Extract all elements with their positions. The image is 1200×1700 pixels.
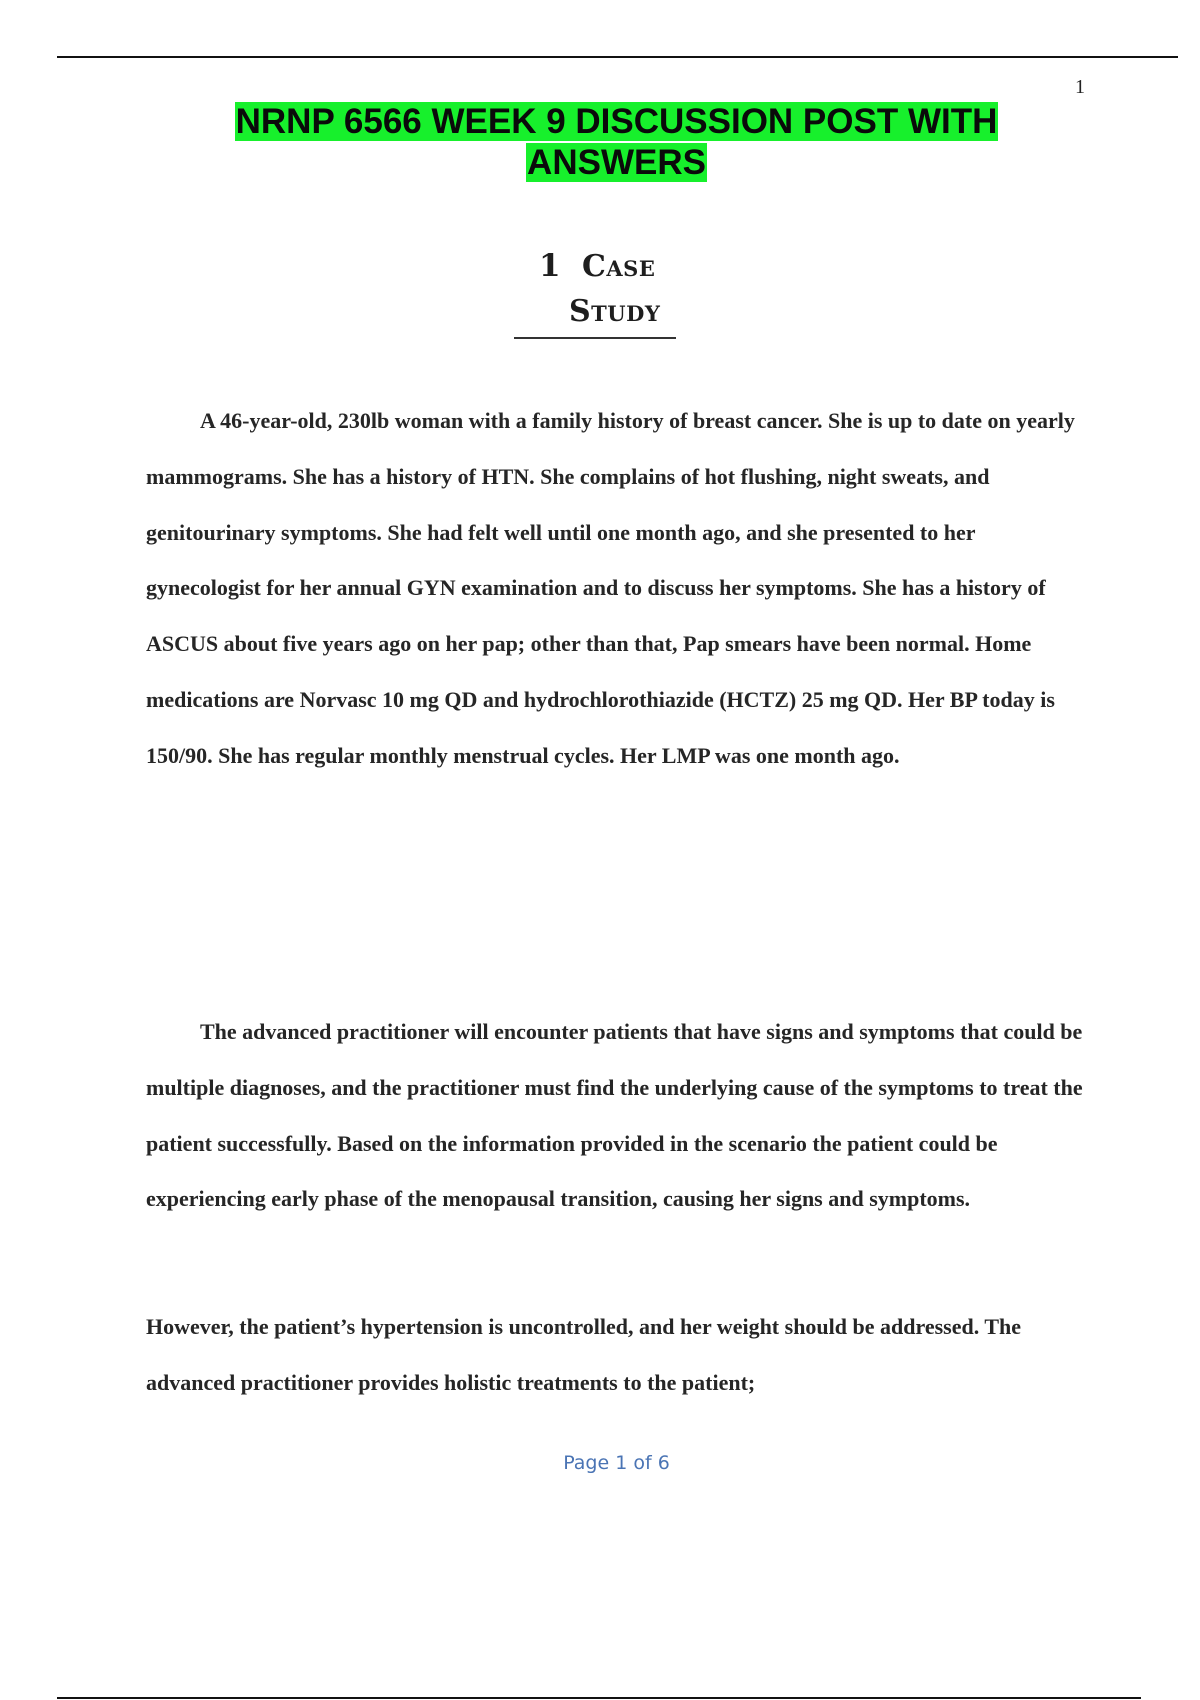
practitioner-paragraph: The advanced practitioner will encounter patients that have signs and symptoms that could be multiple diagnoses, and the practitioner must find the underlying cause of the symptoms to treat the patient successfully. Based on the information provided in the scenario the patient could be experiencing early phase of the menopausal transition, causing her signs and symptoms. — [146, 1019, 1083, 1212]
section-heading-line-2: Study — [569, 294, 661, 329]
document-title — [0, 101, 1200, 183]
hypertension-paragraph: However, the patient’s hypertension is uncontrolled, and her weight should be addressed. The advanced practitioner provides holistic treatments to the patient; — [146, 1314, 1022, 1395]
section-number: 1 — [539, 248, 561, 284]
case-description-paragraph: A 46-year-old, 230lb woman with a family history of breast cancer. She is up to date on yearly mammograms. She has a history of HTN. She complains of hot flushing, night sweats, and genitourinary symptoms. She had felt well until one month ago, and she presented to her gynecologist for her annual GYN examination and to discuss her symptoms. She has a history of ASCUS about five years ago on her pap; other than that, Pap smears have been normal. Home medications are Norvasc 10 mg QD and hydrochlorothiazide (HCTZ) 25 mg QD. Her BP today is 150/90. She has regular monthly menstrual cycles. Her LMP was one month ago. — [146, 408, 1075, 768]
bottom-rule — [57, 1697, 1141, 1699]
page-number: 1 — [1075, 76, 1085, 98]
top-rule — [57, 56, 1178, 58]
section-heading-line-1: Case — [582, 249, 656, 284]
title-line-2: ANSWERS — [527, 143, 706, 182]
title-line-1: NRNP 6566 WEEK 9 DISCUSSION POST WITH — [235, 102, 998, 141]
page-footer-label: Page 1 of 6 — [563, 1452, 670, 1474]
section-heading-underline — [514, 337, 676, 339]
